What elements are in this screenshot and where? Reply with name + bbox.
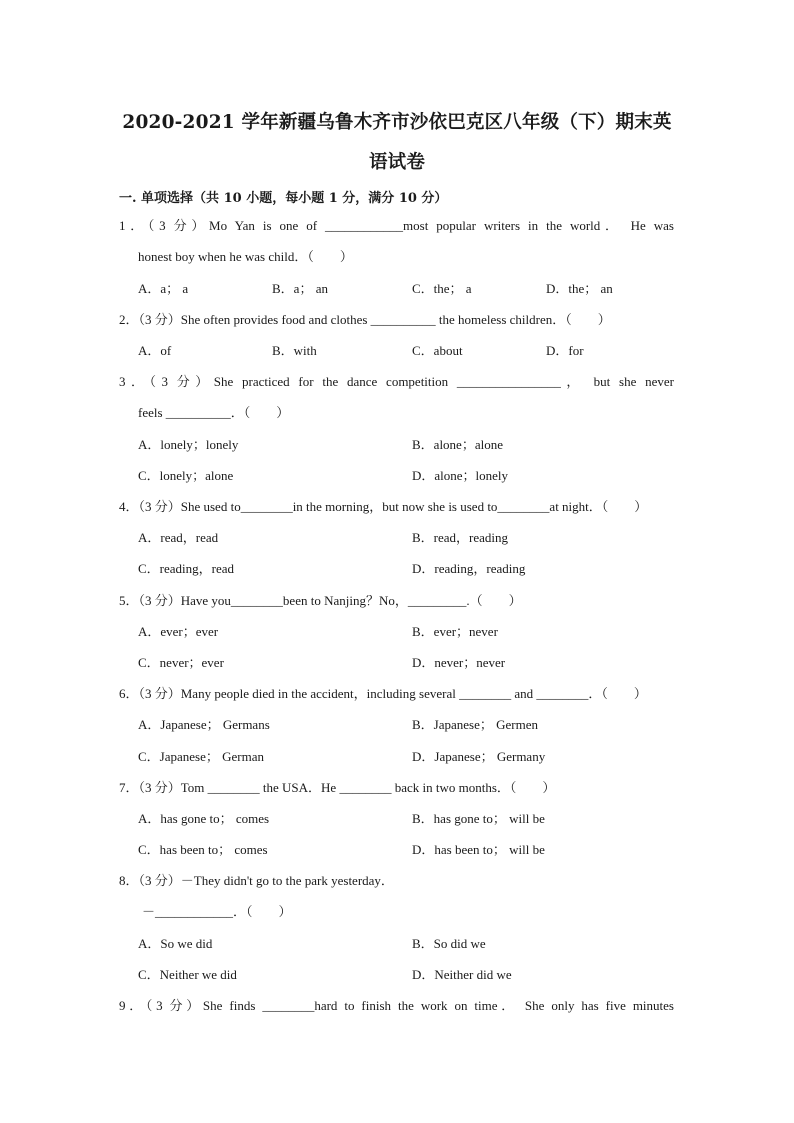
question-9-line-1: 9．（3 分）She finds ________hard to finish the work on time． She only has five minutes — [119, 998, 674, 1013]
question-2-option-b[interactable]: B．with — [272, 343, 317, 358]
question-8-option-c[interactable]: C．Neither we did — [138, 967, 237, 982]
question-6-option-b[interactable]: B．Japanese； Germen — [412, 717, 538, 732]
question-3-line-2: feels __________．（ ） — [138, 405, 290, 420]
question-4-option-a[interactable]: A．read，read — [138, 530, 219, 545]
question-2-option-c[interactable]: C．about — [412, 343, 463, 358]
question-3-option-d[interactable]: D．alone；lonely — [412, 468, 509, 483]
question-2-option-a[interactable]: A．of — [138, 343, 172, 358]
question-4-option-d[interactable]: D．reading，reading — [412, 561, 526, 576]
question-5-option-c[interactable]: C．never；ever — [138, 655, 224, 670]
question-3-option-a[interactable]: A．lonely；lonely — [138, 437, 239, 452]
question-1-line-1: 1．（3 分）Mo Yan is one of ____________most popular writers in the world． He was — [119, 218, 674, 233]
question-6-option-d[interactable]: D．Japanese； Germany — [412, 749, 546, 764]
question-3-line-1: 3．（3 分）She practiced for the dance competition ________________， but she never — [119, 374, 674, 389]
question-7-option-a[interactable]: A．has gone to； comes — [138, 811, 270, 826]
question-3-option-c[interactable]: C．lonely；alone — [138, 468, 234, 483]
exam-title-line-1: 2020-2021 学年新疆乌鲁木齐市沙依巴克区八年级（下）期末英 — [122, 112, 672, 133]
section-heading: 一. 单项选择（共 10 小题，每小题 1 分，满分 10 分） — [119, 191, 448, 206]
question-5-line-1: 5．（3 分）Have you________been to Nanjing？No，_________.（ ） — [119, 593, 522, 608]
question-5-option-a[interactable]: A．ever；ever — [138, 624, 219, 639]
question-4-option-b[interactable]: B．read，reading — [412, 530, 509, 545]
question-4-line-1: 4．（3 分）She used to________in the morning，but now she is used to________at night．（ ） — [119, 499, 648, 514]
question-6-line-1: 6．（3 分）Many people died in the accident，including several ________ and ________．（ ） — [119, 686, 647, 701]
question-1-option-c[interactable]: C．the； a — [412, 281, 472, 296]
question-1-option-a[interactable]: A．a； a — [138, 281, 189, 296]
question-4-option-c[interactable]: C．reading，read — [138, 561, 235, 576]
question-1-line-2: honest boy when he was child．（ ） — [138, 249, 353, 264]
question-6-option-c[interactable]: C．Japanese； German — [138, 749, 264, 764]
question-2-option-d[interactable]: D．for — [546, 343, 584, 358]
question-2-line-1: 2．（3 分）She often provides food and clothes __________ the homeless children．（ ） — [119, 312, 611, 327]
question-8-option-a[interactable]: A．So we did — [138, 936, 213, 951]
question-8-line-1: 8．（3 分）－They didn't go to the park yesterday． — [119, 873, 394, 888]
question-3-option-b[interactable]: B．alone；alone — [412, 437, 503, 452]
question-5-option-b[interactable]: B．ever；never — [412, 624, 498, 639]
question-1-option-d[interactable]: D．the； an — [546, 281, 613, 296]
question-8-option-d[interactable]: D．Neither did we — [412, 967, 512, 982]
question-5-option-d[interactable]: D．never；never — [412, 655, 506, 670]
question-8-option-b[interactable]: B．So did we — [412, 936, 486, 951]
question-6-option-a[interactable]: A．Japanese； Germans — [138, 717, 270, 732]
question-7-option-b[interactable]: B．has gone to； will be — [412, 811, 545, 826]
exam-title-line-2: 语试卷 — [368, 152, 426, 173]
question-7-option-c[interactable]: C．has been to； comes — [138, 842, 268, 857]
question-8-line-2: －____________．（ ） — [142, 904, 292, 919]
question-7-line-1: 7．（3 分）Tom ________ the USA．He ________ back in two months．（ ） — [119, 780, 556, 795]
question-1-option-b[interactable]: B．a； an — [272, 281, 328, 296]
question-7-option-d[interactable]: D．has been to； will be — [412, 842, 545, 857]
